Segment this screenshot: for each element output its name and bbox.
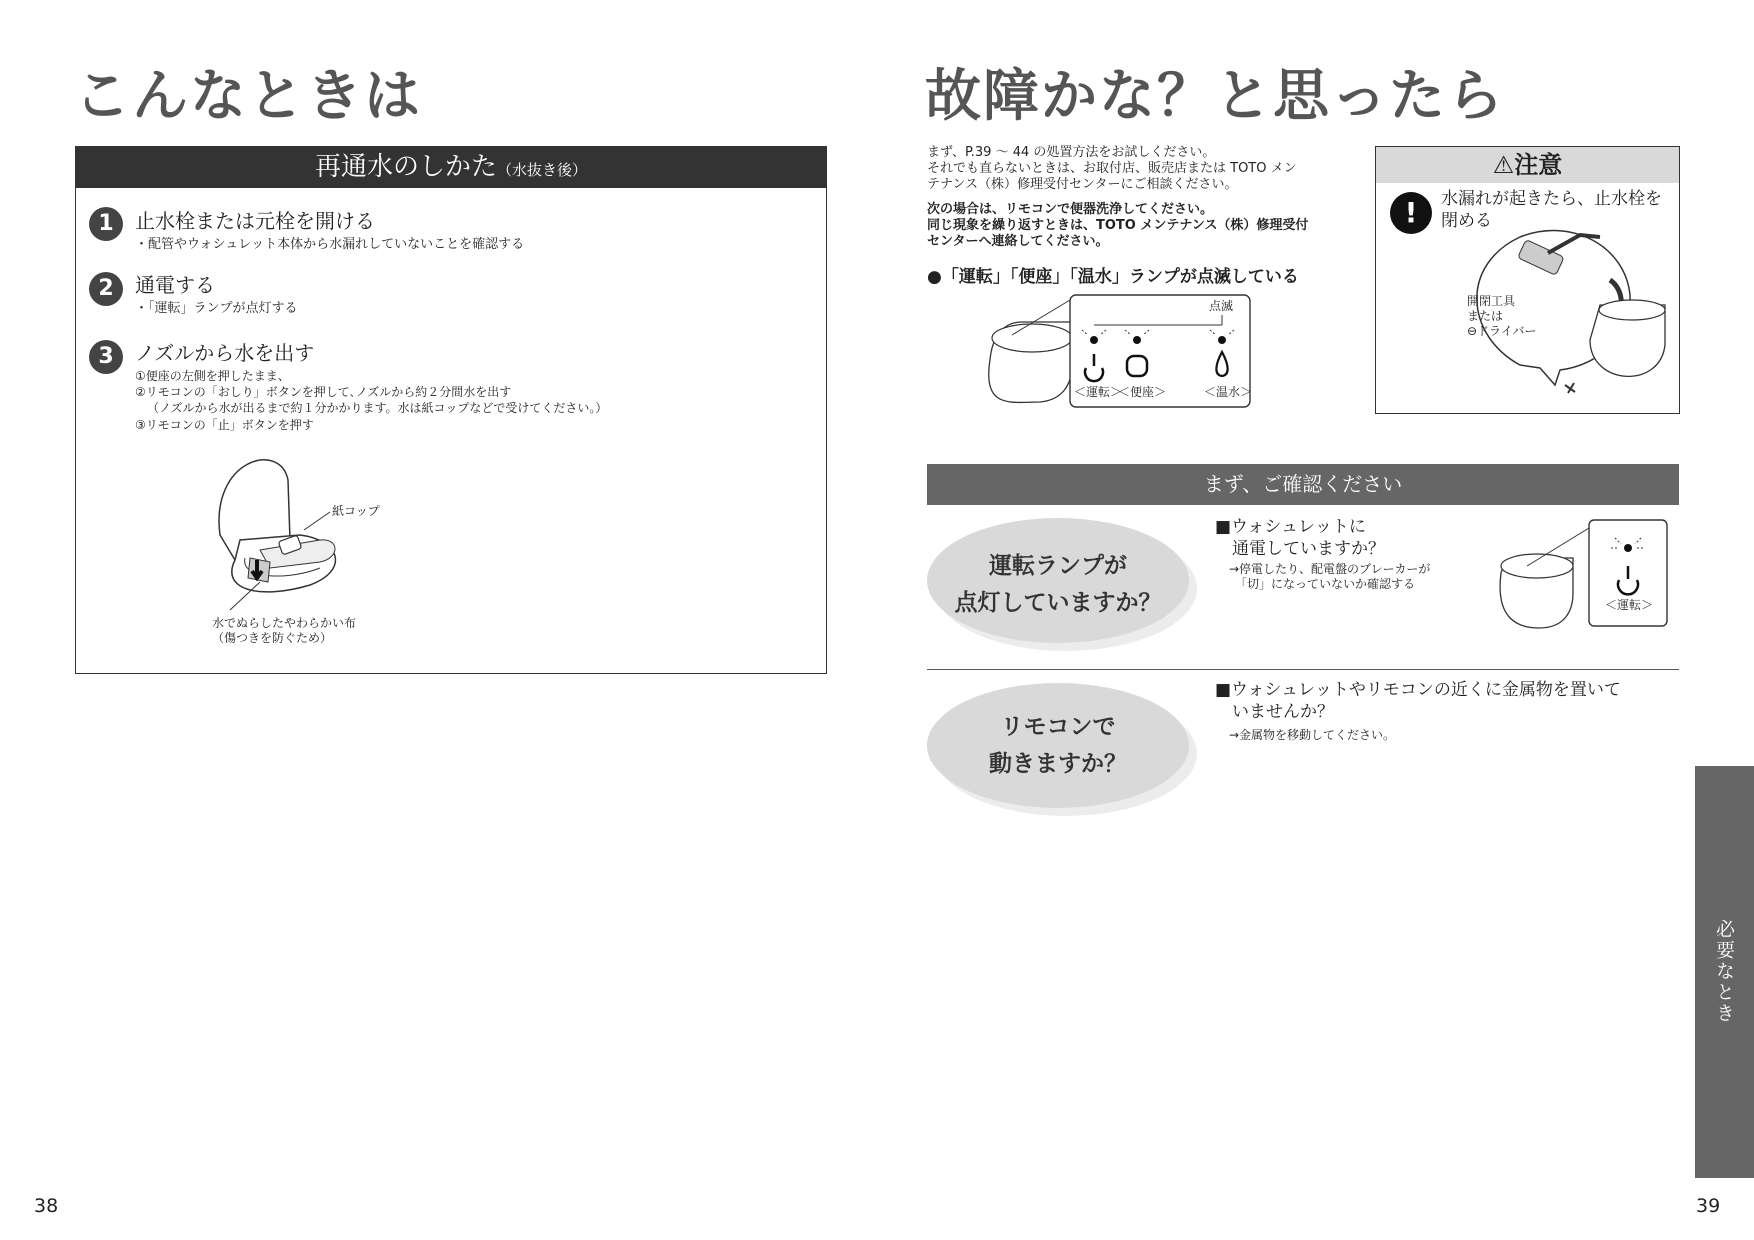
- step-1-title: 止水栓または元栓を開ける: [135, 209, 375, 233]
- side-tab[interactable]: [1695, 766, 1754, 1178]
- check-bubble-2: リモコンで 動きますか？: [927, 683, 1189, 808]
- step-3-substep-3: （ノズルから水が出るまで約１分かかります。水は紙コップなどで受けてください。）: [147, 401, 608, 415]
- intro-bold-text: 次の場合は、リモコンで便器洗浄してください。 同じ現象を繰り返すときは、TOTO メンテナンス（株）修理受付 センターへ連絡してください。: [927, 202, 1309, 249]
- lamp-label-water: ＜温水＞: [1204, 385, 1253, 399]
- cloth-label: 水でぬらしたやわらかい布 （傷つきを防ぐため）: [212, 616, 357, 645]
- page-title-right: 故障かな？と思ったら: [925, 64, 1505, 129]
- blink-label: 点滅: [1209, 299, 1234, 313]
- check-question-1: ■ウォシュレットに 通電していますか？: [1215, 517, 1385, 559]
- section-heading: 再通水のしかた: [314, 152, 497, 182]
- section-heading-note: （水抜き後）: [497, 161, 588, 179]
- seat-illustration: [200, 440, 400, 625]
- lamp-label-power: ＜運転＞: [1074, 385, 1123, 399]
- check-question-2: ■ウォシュレットやリモコンの近くに金属物を置いて いませんか？: [1215, 680, 1621, 722]
- page-number-left: 38: [34, 1195, 59, 1217]
- divider: [927, 669, 1679, 670]
- exclamation-icon: !: [1390, 192, 1432, 234]
- cup-label: 紙コップ: [332, 504, 380, 518]
- check-answer-2: →金属物を移動してください。: [1229, 728, 1396, 742]
- blink-heading: ●「運転」「便座」「温水」ランプが点滅している: [927, 267, 1299, 287]
- step-3-substep-2: ②リモコンの「おしり」ボタンを押して､ノズルから約２分間水を出す: [135, 385, 512, 399]
- page-number-right: 39: [1696, 1195, 1721, 1217]
- step-2-note: ・「運転」ランプが点灯する: [135, 301, 298, 316]
- check-header: まず、ご確認ください: [927, 464, 1679, 505]
- tool-label: 開閉工具 または ⊖ドライバー: [1467, 294, 1537, 338]
- step-2-title: 通電する: [135, 273, 215, 297]
- lamp-label-seat: ＜便座＞: [1118, 385, 1167, 399]
- step-3-substep-4: ③リモコンの「止」ボタンを押す: [135, 418, 314, 432]
- check-answer-1: →停電したり、配電盤のブレーカーが 「切」になっていないか確認する: [1229, 562, 1431, 591]
- caution-title: 注意: [1514, 151, 1563, 179]
- caution-header: [1376, 147, 1679, 183]
- caution-text: 水漏れが起きたら、止水栓を 閉める: [1441, 189, 1662, 231]
- step-3-title: ノズルから水を出す: [135, 341, 315, 365]
- step-1-number: 1: [89, 207, 123, 241]
- step-3-number: 3: [89, 340, 123, 374]
- side-tab-label: 必要なとき: [1713, 919, 1735, 1024]
- step-3-substep-1: ①便座の左側を押したまま、: [135, 369, 290, 383]
- warning-triangle-icon: ⚠: [1492, 151, 1515, 179]
- step-1-note: ・配管やウォシュレット本体から水漏れしていないことを確認する: [135, 237, 525, 252]
- power-lamp-label: ＜運転＞: [1605, 598, 1654, 612]
- intro-text: まず、P.39 ～ 44 の処置方法をお試しください。 それでも直らないときは、お取付店、販売店または TOTO メン テナンス（株）修理受付センターにご相談ください。: [927, 145, 1297, 192]
- step-2-number: 2: [89, 272, 123, 306]
- check-bubble-1: 運転ランプが 点灯していますか？: [927, 518, 1189, 643]
- page-title-left: こんなときは: [74, 64, 422, 129]
- section-header: [76, 147, 826, 188]
